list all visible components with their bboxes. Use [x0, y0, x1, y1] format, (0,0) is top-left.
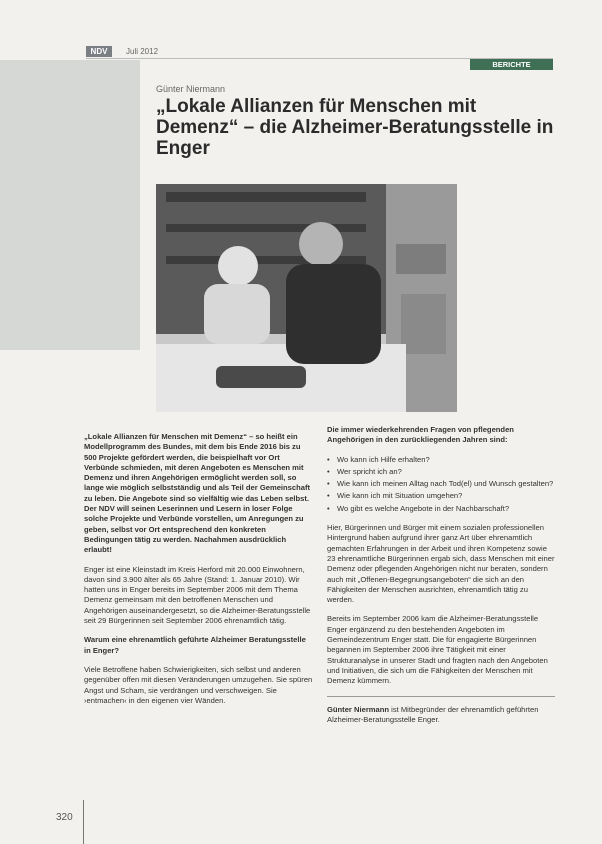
bio-text: ist Mitbegründer der ehrenamtlich geführten Alzheimer-Beratungsstelle Enger.: [327, 704, 539, 724]
subheading: Warum eine ehrenamtlich geführte Alzheimer Beratungsstelle in Enger?: [84, 635, 306, 655]
side-panel: [0, 60, 140, 350]
list-item: • Wo kann ich Hilfe erhalten?: [327, 455, 555, 465]
questions-intro: Die immer wiederkehrenden Fragen von pflegenden Angehörigen in den zurückliegenden Jahren sind:: [327, 425, 514, 445]
column-left: [84, 432, 314, 715]
article-photo: [156, 184, 457, 412]
page-number: 320: [56, 812, 73, 823]
author-bio: [327, 705, 555, 726]
article-intro: „Lokale Allianzen für Menschen mit Demenz“ – so heißt ein Modellprogramm des Bundes, mit dem bis Ende 2016 bis zu 500 Projekte gefördert werden, die beispielhaft vor Ort Verbünde schmieden, mit deren Angeboten es Menschen mit Demenz und ihren Angehörigen ermöglicht werden soll, so lange wie möglich selbstständig und als Teil der Gemeinschaft zu leben. Die Angebote sind so vielfältig wie das Leben selbst. Der NDV will seinen Leserinnen und Lesern in loser Folge solche Projekte und Verbünde vorstellen, um Anregungen zu geben, selbst vor Ort entsprechend den konkreten Bedingungen tätig zu werden. Nachahmen ausdrücklich erlaubt!: [84, 432, 311, 555]
page-number-rule: [83, 800, 84, 844]
paragraph-4: Bereits im September 2006 kam die Alzheimer-Beratungsstelle Enger ergänzend zu den bestehenden Angeboten im Gemeindezentrum Enger statt. Die für engagierte Bürgerinnen begannen im September 2006 ihre Tätigkeit mit einer Strukturanalyse in unserer Stadt und fragten nach den Angeboten und Initiativen, die sich um die Fähigkeiten der Menschen mit Demenz kümmern.: [327, 614, 548, 686]
bio-name: Günter Niermann: [327, 704, 390, 714]
photo-illustration: [156, 184, 457, 412]
bio-divider: [327, 696, 555, 697]
paragraph-3: Hier, Bürgerinnen und Bürger mit einem sozialen professionellen Hintergrund haben aufgrund ihrer ganz Art über ehrenamtlich gemachten Erfahrungen in der Arbeit und ihren Kompetenz sowie 23 ehrenamtliche Bürgerinnen ergab sich, dass Menschen mit einer Demenz oder pflegenden Angehörigen nicht nur beraten, sondern auch mit „Offenen-Begegnungsangeboten“ die sich an den Fähigkeiten der Menschen ausrichten, ehrenamtlich tätig zu werden.: [327, 523, 555, 605]
paragraph-2: Viele Betroffene haben Schwierigkeiten, sich selbst und anderen gegenüber offen mit diesen Veränderungen umzugehen. Sie spüren Angst und Scham, sie verdrängen und verschweigen. Sie ›entmachen‹ in den eigenen vier Wänden.: [84, 664, 313, 705]
article-author: Günter Niermann: [156, 84, 226, 94]
column-right: [327, 425, 555, 734]
list-item: • Wo gibt es welche Angebote in der Nachbarschaft?: [327, 504, 555, 514]
issue-date: Juli 2012: [126, 47, 159, 56]
article-title: „Lokale Allianzen für Menschen mit Demenz“ – die Alzheimer-Beratungsstelle in Enger: [156, 96, 554, 159]
list-item: • Wie kann ich mit Situation umgehen?: [327, 491, 555, 501]
list-item: • Wie kann ich meinen Alltag nach Tod(el) und Wunsch gestalten?: [327, 479, 555, 489]
section-tag: BERICHTE: [470, 59, 553, 70]
questions-list: [327, 455, 555, 514]
journal-tag: NDV: [86, 46, 112, 57]
list-item: • Wer spricht ich an?: [327, 467, 555, 477]
paragraph-1: Enger ist eine Kleinstadt im Kreis Herford mit 20.000 Einwohnern, davon sind 3.900 älter als 65 Jahre (Stand: 1. Januar 2010). Wir hatten uns in Enger bereits im September 2006 mit dem Thema Demenz gemeinsam mit den betroffenen Menschen und Angehörigen auseinandergesetzt, so die Alzheimer-Beratungsstelle seit 29 Bürgerinnen seit September 2006 ehrenamtlich tätig.: [84, 564, 311, 626]
